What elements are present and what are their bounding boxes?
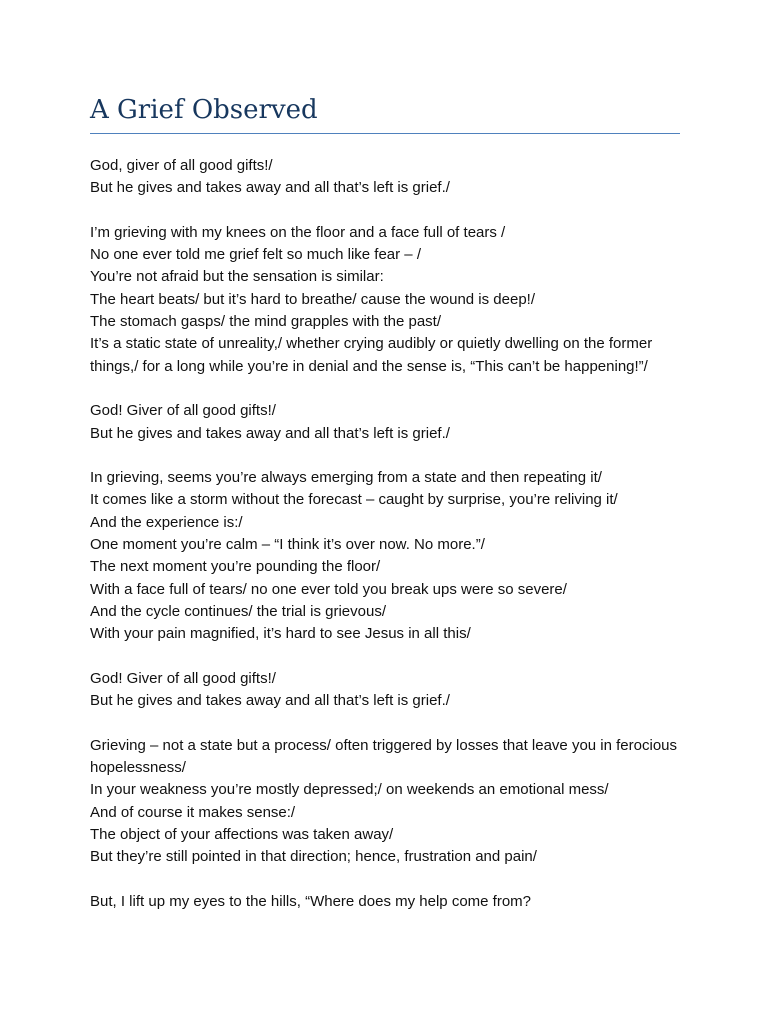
poem-line: One moment you’re calm – “I think it’s over now. No more.”/	[90, 536, 485, 554]
stanza	[90, 735, 680, 869]
poem-line: Grieving – not a state but a process/ often triggered by losses that leave you in ferocious hopelessness/	[90, 736, 677, 777]
stanza	[90, 222, 680, 378]
poem-line: And the experience is:/	[90, 513, 243, 531]
poem-line: And of course it makes sense:/	[90, 803, 296, 821]
poem-line: In your weakness you’re mostly depressed;/ on weekends an emotional mess/	[90, 781, 609, 799]
poem-line: And the cycle continues/ the trial is grievous/	[90, 602, 386, 620]
poem-line: It comes like a storm without the forecast – caught by surprise, you’re reliving it/	[90, 491, 618, 509]
poem-line: God! Giver of all good gifts!/	[90, 402, 276, 420]
poem-line: No one ever told me grief felt so much like fear – /	[90, 246, 421, 264]
poem-line: The next moment you’re pounding the floor/	[90, 558, 381, 576]
stanza	[90, 467, 680, 645]
poem-body	[90, 155, 680, 935]
poem-line: In grieving, seems you’re always emerging from a state and then repeating it/	[90, 469, 602, 487]
poem-line: With your pain magnified, it’s hard to see Jesus in all this/	[90, 625, 471, 643]
poem-line: But, I lift up my eyes to the hills, “Where does my help come from?	[90, 892, 532, 910]
title-underline	[90, 133, 680, 134]
poem-line: But they’re still pointed in that direction; hence, frustration and pain/	[90, 848, 537, 866]
stanza	[90, 668, 680, 713]
stanza	[90, 400, 680, 445]
poem-line: The heart beats/ but it’s hard to breathe/ cause the wound is deep!/	[90, 290, 536, 308]
poem-line: It’s a static state of unreality,/ whether crying audibly or quietly dwelling on the former things,/ for a long while you’re in denial and the sense is, “This can’t be happening!”/	[90, 335, 653, 375]
poem-line: The object of your affections was taken away/	[90, 825, 394, 843]
poem-line: But he gives and takes away and all that’s left is grief./	[90, 179, 450, 197]
poem-line: With a face full of tears/ no one ever told you break ups were so severe/	[90, 580, 567, 598]
poem-line: The stomach gasps/ the mind grapples with the past/	[90, 313, 442, 331]
stanza	[90, 155, 680, 200]
poem-line: God! Giver of all good gifts!/	[90, 669, 276, 687]
poem-line: But he gives and takes away and all that’s left is grief./	[90, 692, 450, 710]
page-title: A Grief Observed	[90, 95, 318, 125]
poem-line: You’re not afraid but the sensation is similar:	[90, 268, 384, 286]
poem-line: I’m grieving with my knees on the floor and a face full of tears /	[90, 223, 506, 241]
poem-line: But he gives and takes away and all that’s left is grief./	[90, 424, 450, 442]
stanza	[90, 891, 680, 913]
poem-line: God, giver of all good gifts!/	[90, 157, 273, 174]
